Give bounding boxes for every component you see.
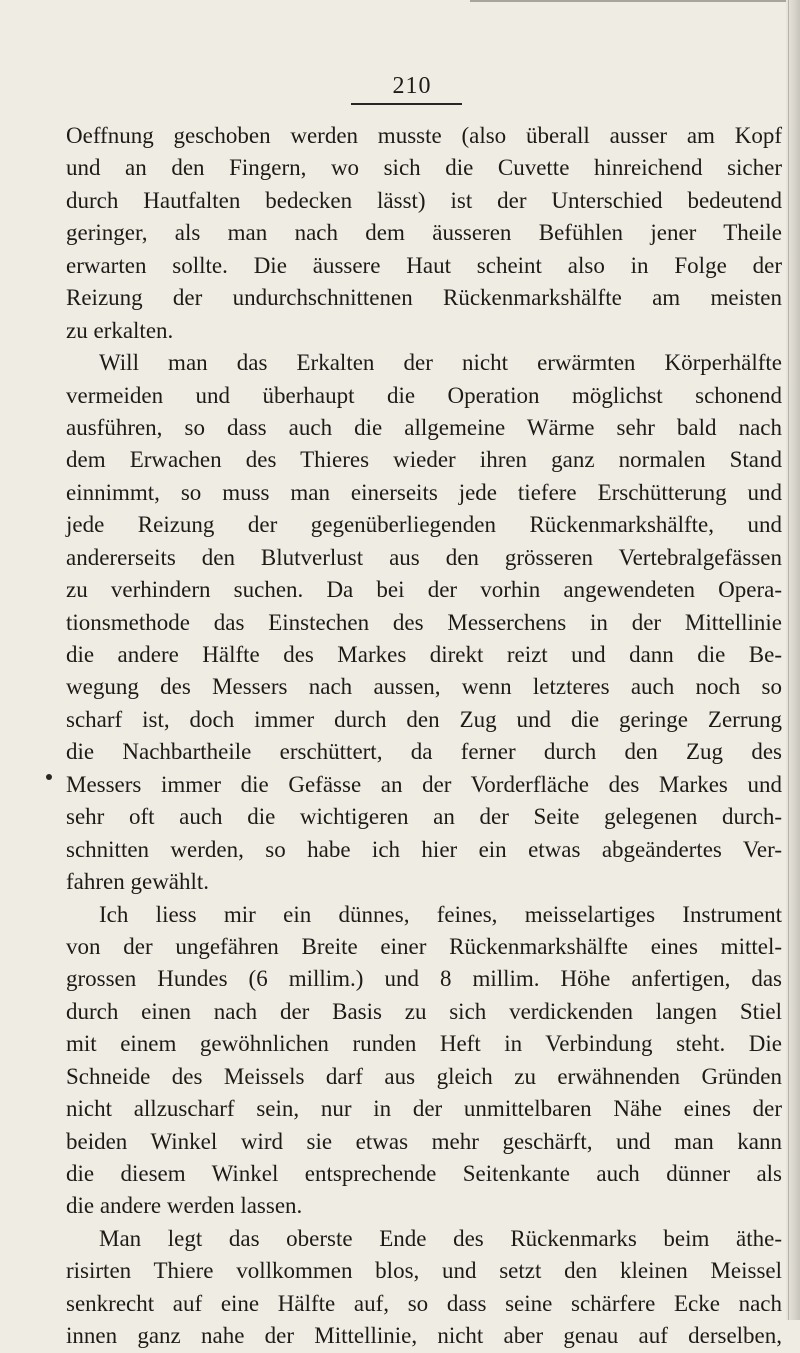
text-line: erwarten sollte. Die äussere Haut scheint also in Folge der bbox=[66, 252, 782, 278]
text-line: dem Erwachen des Thieres wieder ihren ganz normalen Stand bbox=[66, 447, 782, 473]
text-line: nicht allzuscharf sein, nur in der unmittelbaren Nähe eines der bbox=[66, 1096, 782, 1122]
page-edge-shadow bbox=[786, 0, 800, 1320]
text-line: Messers immer die Gefässe an der Vorderfläche des Markes und bbox=[66, 771, 782, 797]
text-line: sehr oft auch die wichtigeren an der Seite gelegenen durch- bbox=[66, 804, 782, 830]
text-line: durch Hautfalten bedecken lässt) ist der Unterschied bedeutend bbox=[66, 187, 782, 213]
text-line: geringer, als man nach dem äusseren Befühlen jener Theile bbox=[66, 220, 782, 246]
text-line: andererseits den Blutverlust aus den grösseren Vertebralgefässen bbox=[66, 544, 782, 570]
text-line: beiden Winkel wird sie etwas mehr geschärft, und man kann bbox=[66, 1128, 782, 1154]
page-number: 210 bbox=[392, 73, 432, 99]
page-number-rule bbox=[351, 103, 462, 105]
text-line: die andere Hälfte des Markes direkt reizt und dann die Be- bbox=[66, 642, 782, 667]
text-line: fahren gewählt. bbox=[66, 869, 210, 895]
text-line: Reizung der undurchschnittenen Rückenmarkshälfte am meisten bbox=[66, 285, 782, 311]
text-line: Man legt das oberste Ende des Rückenmarks beim äthe- bbox=[99, 1225, 782, 1251]
text-line: Oeffnung geschoben werden musste (also überall ausser am Kopf bbox=[66, 123, 782, 148]
text-line: die diesem Winkel entsprechende Seitenkante auch dünner als bbox=[66, 1161, 782, 1186]
text-line: schnitten werden, so habe ich hier ein etwas abgeändertes Ver- bbox=[66, 836, 782, 862]
text-line: scharf ist, doch immer durch den Zug und die geringe Zerrung bbox=[66, 706, 782, 732]
text-line: zu verhindern suchen. Da bei der vorhin angewendeten Opera- bbox=[66, 577, 782, 603]
text-line: wegung des Messers nach aussen, wenn letzteres auch noch so bbox=[66, 674, 782, 700]
text-line: von der ungefähren Breite einer Rückenmarkshälfte eines mittel- bbox=[66, 933, 782, 959]
text-line: einnimmt, so muss man einerseits jede tiefere Erschütterung und bbox=[66, 479, 782, 505]
text-line: vermeiden und überhaupt die Operation möglichst schonend bbox=[66, 382, 782, 408]
text-line: Will man das Erkalten der nicht erwärmten Körperhälfte bbox=[99, 350, 782, 376]
text-line: durch einen nach der Basis zu sich verdickenden langen Stiel bbox=[66, 998, 782, 1024]
text-line: innen ganz nahe der Mittellinie, nicht aber genau auf derselben, bbox=[66, 1323, 782, 1349]
text-line: die andere werden lassen. bbox=[66, 1193, 303, 1219]
text-line: ausführen, so dass auch die allgemeine Wärme sehr bald nach bbox=[66, 414, 782, 440]
text-line: jede Reizung der gegenüberliegenden Rückenmarkshälfte, und bbox=[66, 512, 782, 538]
text-line: tionsmethode das Einstechen des Messerchens in der Mittellinie bbox=[66, 609, 782, 635]
text-line: zu erkalten. bbox=[66, 317, 174, 343]
body-text bbox=[66, 120, 782, 1353]
text-line: Schneide des Meissels darf aus gleich zu erwähnenden Gründen bbox=[66, 1063, 782, 1089]
margin-mark bbox=[46, 774, 52, 780]
text-line: und an den Fingern, wo sich die Cuvette hinreichend sicher bbox=[66, 155, 782, 181]
text-line: risirten Thiere vollkommen blos, und setzt den kleinen Meissel bbox=[66, 1258, 782, 1284]
text-line: die Nachbartheile erschüttert, da ferner durch den Zug des bbox=[66, 739, 782, 765]
text-line: senkrecht auf eine Hälfte auf, so dass seine schärfere Ecke nach bbox=[66, 1290, 782, 1316]
text-line: mit einem gewöhnlichen runden Heft in Verbindung steht. Die bbox=[66, 1031, 782, 1057]
scan-top-edge-line bbox=[470, 0, 800, 2]
text-line: grossen Hundes (6 millim.) und 8 millim. Höhe anfertigen, das bbox=[66, 966, 782, 992]
text-line: Ich liess mir ein dünnes, feines, meisselartiges Instrument bbox=[99, 901, 782, 927]
